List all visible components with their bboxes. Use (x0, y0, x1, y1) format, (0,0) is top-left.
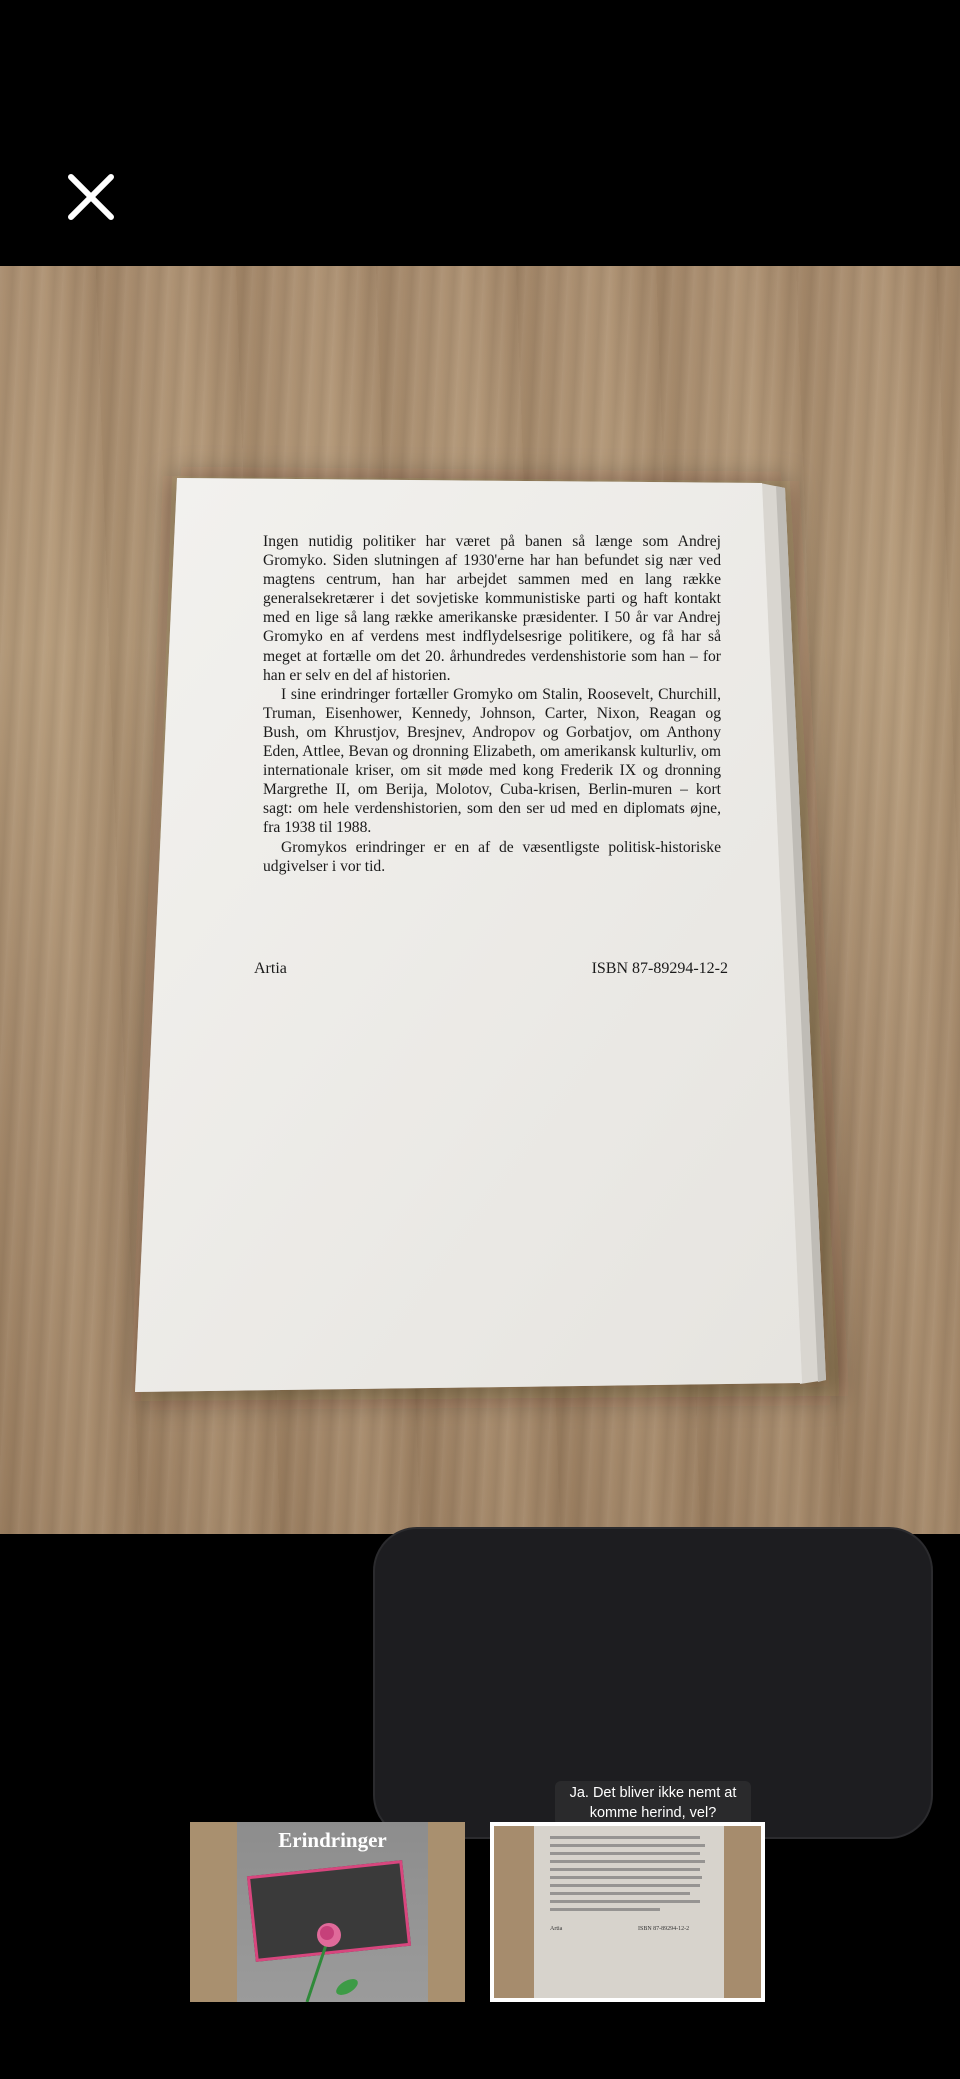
thumbnail-front-cover[interactable] (190, 1822, 465, 2002)
thumbnail-back-cover[interactable] (490, 1822, 765, 2002)
back-cover-text (263, 532, 721, 876)
publisher-name: Artia (254, 960, 287, 977)
thumbnail-isbn: ISBN 87-89294-12-2 (638, 1926, 690, 1932)
thumbnail-cover (237, 1822, 428, 2002)
blurb-paragraph-3: Gromykos erindringer er en af de væsentligste politisk-historiske udgivelser i vor tid. (263, 838, 721, 875)
reply-message: Ja. Det bliver ikke nemt at komme herind, vel? (555, 1781, 751, 1826)
thumbnail-page (534, 1826, 724, 2002)
thumbnail-cover-title: Erindringer (278, 1828, 387, 1852)
isbn-text: ISBN 87-89294-12-2 (591, 960, 728, 977)
blurb-paragraph-2: I sine erindringer fortæller Gromyko om Stalin, Roosevelt, Churchill, Truman, Eisenhower, Kennedy, Johnson, Carter, Nixon, Reagan og Bush, om Khrustjov, Bresjnev, Andropov og Gorbatjov, om Anthony Eden, Attlee, Bevan og dronning Elizabeth, om amerikansk kulturliv, om internationale kriser, om sit møde med kong Frederik IX og dronning Margrethe II, om Berija, Molotov, Cuba-krisen, Berlin-muren – kort sagt: om hele verdenshistorien, som den ser ud med en diplomats øjne, fra 1938 til 1988. (263, 685, 721, 837)
close-button[interactable] (64, 170, 118, 224)
close-icon (64, 170, 118, 224)
book-back-cover (0, 266, 960, 1534)
blurb-paragraph-1: Ingen nutidig politiker har været på banen så længe som Andrej Gromyko. Siden slutningen af 1930'erne har han befundet sig nær ved magtens centrum, han har arbejdet sammen med en lang række generalsekretærer i det sovjetiske kommunistiske parti og haft kontakt med en lige så lang række amerikanske præsidenter. I 50 år var Andrej Gromyko en af verdens mest indflydelsesrige politikere, og få har så meget at fortælle om det 20. århundredes verdenshistorie som han – for han er selv en del af historien. (263, 533, 721, 684)
rose-icon (287, 1917, 367, 2002)
photo-view[interactable] (0, 266, 960, 1534)
thumbnail-publisher: Artia (550, 1926, 563, 1932)
publisher-line (254, 960, 728, 978)
